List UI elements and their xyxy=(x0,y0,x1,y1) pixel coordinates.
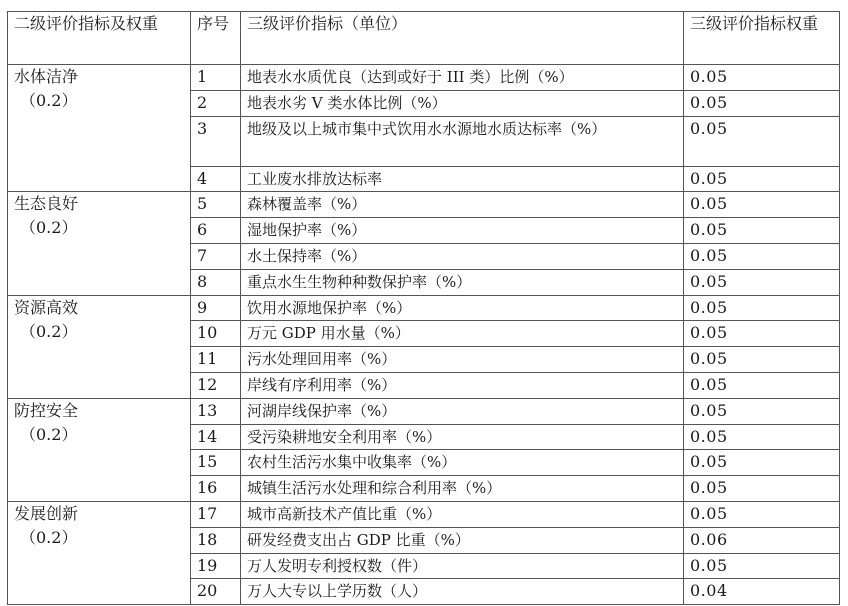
table-row xyxy=(8,501,840,527)
seq-cell: 3 xyxy=(191,116,241,166)
indicator-cell: 重点水生生物种种数保护率（%） xyxy=(241,269,684,295)
weight-cell: 0.05 xyxy=(684,424,840,450)
indicator-cell: 污水处理回用率（%） xyxy=(241,347,684,373)
indicator-cell: 地级及以上城市集中式饮用水水源地水质达标率（%） xyxy=(241,116,684,166)
weight-cell: 0.04 xyxy=(684,579,840,605)
weight-cell: 0.05 xyxy=(684,501,840,527)
seq-cell: 11 xyxy=(191,347,241,373)
header-seq: 序号 xyxy=(191,12,241,65)
weight-cell: 0.05 xyxy=(684,398,840,424)
seq-cell: 4 xyxy=(191,166,241,192)
indicator-cell: 万人大专以上学历数（人） xyxy=(241,579,684,605)
group-weight: （0.2） xyxy=(20,218,78,238)
group-name: 水体洁净 xyxy=(14,67,79,86)
seq-cell: 19 xyxy=(191,553,241,579)
seq-cell: 1 xyxy=(191,65,241,91)
group-cell xyxy=(8,192,191,295)
weight-cell: 0.05 xyxy=(684,90,840,116)
weight-cell: 0.05 xyxy=(684,166,840,192)
indicator-cell: 河湖岸线保护率（%） xyxy=(241,398,684,424)
indicator-cell: 岸线有序利用率（%） xyxy=(241,372,684,398)
group-weight: （0.2） xyxy=(20,91,78,110)
indicator-table xyxy=(7,11,840,605)
indicator-cell: 湿地保护率（%） xyxy=(241,218,684,244)
indicator-cell: 农村生活污水集中收集率（%） xyxy=(241,450,684,476)
indicator-cell: 饮用水源地保护率（%） xyxy=(241,295,684,321)
weight-cell: 0.06 xyxy=(684,527,840,553)
header-row xyxy=(8,12,840,65)
group-weight: （0.2） xyxy=(20,321,78,341)
group-name: 防控安全 xyxy=(14,400,79,420)
indicator-cell: 研发经费支出占 GDP 比重（%） xyxy=(241,527,684,553)
seq-cell: 12 xyxy=(191,372,241,398)
table-row xyxy=(8,192,840,218)
header-weight: 三级评价指标权重 xyxy=(684,12,840,65)
group-cell xyxy=(8,398,191,501)
seq-cell: 18 xyxy=(191,527,241,553)
weight-cell: 0.05 xyxy=(684,218,840,244)
table-row xyxy=(8,295,840,321)
seq-cell: 2 xyxy=(191,90,241,116)
indicator-cell: 城市高新技术产值比重（%） xyxy=(241,501,684,527)
seq-cell: 20 xyxy=(191,579,241,605)
indicator-cell: 地表水水质优良（达到或好于 III 类）比例（%） xyxy=(241,65,684,91)
indicator-cell: 工业废水排放达标率 xyxy=(241,166,684,192)
weight-cell: 0.05 xyxy=(684,321,840,347)
weight-cell: 0.05 xyxy=(684,243,840,269)
header-group: 二级评价指标及权重 xyxy=(8,12,191,65)
weight-cell: 0.05 xyxy=(684,116,840,166)
seq-cell: 8 xyxy=(191,269,241,295)
header-indicator: 三级评价指标（单位） xyxy=(241,12,684,65)
indicator-cell: 城镇生活污水处理和综合利用率（%） xyxy=(241,476,684,502)
group-name: 生态良好 xyxy=(14,194,79,214)
indicator-cell: 地表水劣 V 类水体比例（%） xyxy=(241,90,684,116)
weight-cell: 0.05 xyxy=(684,372,840,398)
weight-cell: 0.05 xyxy=(684,476,840,502)
seq-cell: 14 xyxy=(191,424,241,450)
indicator-cell: 万元 GDP 用水量（%） xyxy=(241,321,684,347)
seq-cell: 5 xyxy=(191,192,241,218)
weight-cell: 0.05 xyxy=(684,269,840,295)
seq-cell: 13 xyxy=(191,398,241,424)
seq-cell: 10 xyxy=(191,321,241,347)
indicator-cell: 森林覆盖率（%） xyxy=(241,192,684,218)
group-name: 资源高效 xyxy=(14,297,79,317)
indicator-cell: 水土保持率（%） xyxy=(241,243,684,269)
seq-cell: 17 xyxy=(191,501,241,527)
group-weight: （0.2） xyxy=(20,424,78,444)
group-cell xyxy=(8,501,191,604)
group-cell xyxy=(8,65,191,192)
table-row xyxy=(8,398,840,424)
weight-cell: 0.05 xyxy=(684,295,840,321)
table-row xyxy=(8,65,840,91)
weight-cell: 0.05 xyxy=(684,553,840,579)
weight-cell: 0.05 xyxy=(684,450,840,476)
seq-cell: 9 xyxy=(191,295,241,321)
weight-cell: 0.05 xyxy=(684,65,840,91)
seq-cell: 16 xyxy=(191,476,241,502)
seq-cell: 6 xyxy=(191,218,241,244)
indicator-cell: 受污染耕地安全利用率（%） xyxy=(241,424,684,450)
weight-cell: 0.05 xyxy=(684,347,840,373)
weight-cell: 0.05 xyxy=(684,192,840,218)
seq-cell: 7 xyxy=(191,243,241,269)
indicator-cell: 万人发明专利授权数（件） xyxy=(241,553,684,579)
group-name: 发展创新 xyxy=(14,503,79,523)
group-weight: （0.2） xyxy=(20,527,78,547)
seq-cell: 15 xyxy=(191,450,241,476)
group-cell xyxy=(8,295,191,398)
table-body xyxy=(8,12,840,605)
